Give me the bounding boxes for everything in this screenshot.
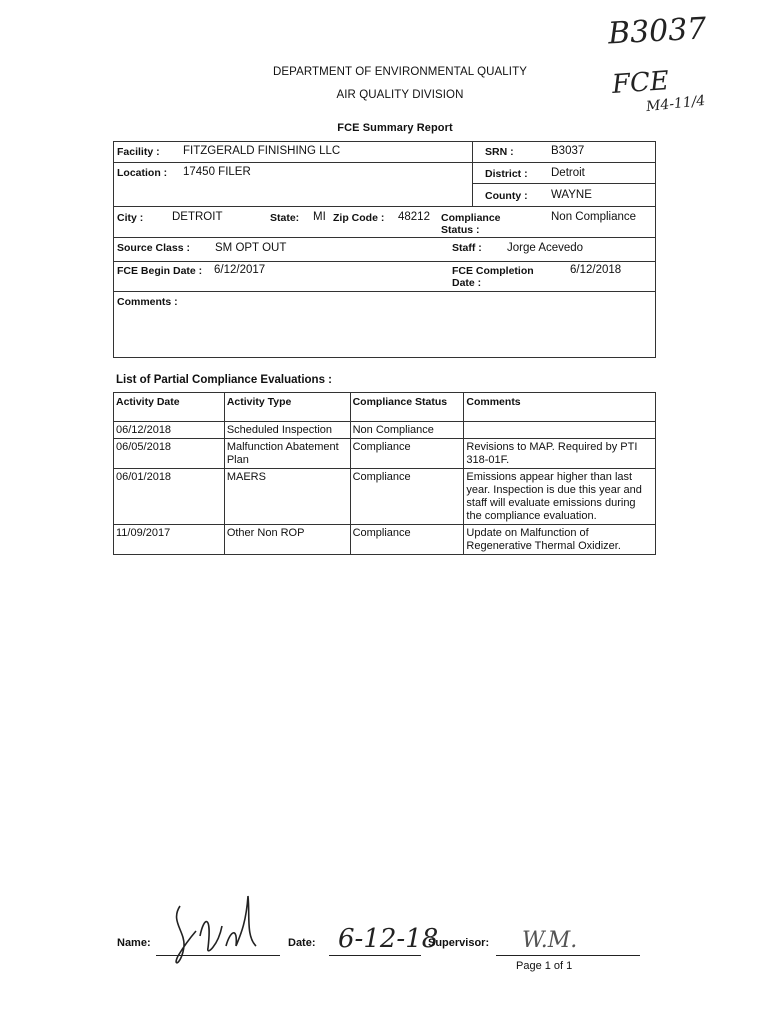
name-label: Name: <box>117 937 151 949</box>
compliance-label-2: Status : <box>441 224 480 236</box>
city-value: DETROIT <box>172 211 223 223</box>
county-value: WAYNE <box>551 189 592 201</box>
cell-status: Compliance <box>350 525 464 555</box>
srn-label: SRN : <box>485 146 514 158</box>
staff-value: Jorge Acevedo <box>507 242 584 254</box>
col-compliance-status: Compliance Status <box>350 393 464 422</box>
page-number: Page 1 of 1 <box>516 960 573 972</box>
completion-date-value: 6/12/2018 <box>570 264 622 276</box>
completion-label-2: Date : <box>452 277 482 289</box>
cell-status: Non Compliance <box>350 422 464 439</box>
cell-comments <box>464 422 656 439</box>
supervisor-label: Supervisor: <box>428 937 490 949</box>
cell-comments: Revisions to MAP. Required by PTI 318-01F. <box>464 439 656 469</box>
district-value: Detroit <box>551 167 585 179</box>
cell-type: Malfunction Abatement Plan <box>224 439 350 469</box>
srn-value: B3037 <box>551 145 585 157</box>
facility-value: FITZGERALD FINISHING LLC <box>183 145 341 157</box>
pce-table <box>113 392 656 555</box>
cell-type: Other Non ROP <box>224 525 350 555</box>
col-activity-date: Activity Date <box>114 393 225 422</box>
source-class-value: SM OPT OUT <box>215 242 287 254</box>
city-label: City : <box>117 212 144 224</box>
col-comments: Comments <box>464 393 656 422</box>
table-row <box>114 439 656 469</box>
cell-status: Compliance <box>350 469 464 525</box>
zip-value: 48212 <box>398 211 430 223</box>
cell-status: Compliance <box>350 439 464 469</box>
name-signature <box>160 876 270 976</box>
date-value: 6-12-18 <box>338 924 439 954</box>
compliance-status-value: Non Compliance <box>551 211 637 223</box>
comments-label: Comments : <box>117 296 178 308</box>
zip-label: Zip Code : <box>333 212 385 224</box>
cell-date: 06/12/2018 <box>114 422 225 439</box>
compliance-label: Compliance <box>441 212 501 224</box>
state-value: MI <box>313 211 326 223</box>
state-label: State: <box>270 212 300 224</box>
location-label: Location : <box>117 167 168 179</box>
handwritten-srn: B3037 <box>607 11 708 52</box>
cell-date: 06/05/2018 <box>114 439 225 469</box>
cell-comments: Update on Malfunction of Regenerative Thermal Oxidizer. <box>464 525 656 555</box>
table-row <box>114 469 656 525</box>
begin-date-value: 6/12/2017 <box>214 264 266 276</box>
handwritten-fce: FCE <box>611 66 670 100</box>
location-value: 17450 FILER <box>183 166 251 178</box>
completion-label: FCE Completion <box>452 265 534 277</box>
source-class-label: Source Class : <box>117 242 190 254</box>
date-label: Date: <box>288 937 316 949</box>
cell-date: 06/01/2018 <box>114 469 225 525</box>
department-heading: DEPARTMENT OF ENVIRONMENTAL QUALITY <box>273 66 527 78</box>
division-heading: AIR QUALITY DIVISION <box>336 89 464 101</box>
facility-label: Facility : <box>117 146 160 158</box>
district-label: District : <box>485 168 528 180</box>
table-row <box>114 525 656 555</box>
staff-label: Staff : <box>452 242 482 254</box>
cell-type: MAERS <box>224 469 350 525</box>
report-title: FCE Summary Report <box>337 122 453 134</box>
col-activity-type: Activity Type <box>224 393 350 422</box>
cell-date: 11/09/2017 <box>114 525 225 555</box>
pce-title: List of Partial Compliance Evaluations : <box>116 374 332 386</box>
cell-comments: Emissions appear higher than last year. Inspection is due this year and staff will evaluate emissions during the compliance evaluation. <box>464 469 656 525</box>
cell-type: Scheduled Inspection <box>224 422 350 439</box>
table-row <box>114 422 656 439</box>
handwritten-initials: M4-11/4 <box>645 92 707 116</box>
pce-header-row <box>114 393 656 422</box>
supervisor-value: W.M. <box>522 928 578 953</box>
county-label: County : <box>485 190 528 202</box>
begin-date-label: FCE Begin Date : <box>117 265 203 277</box>
